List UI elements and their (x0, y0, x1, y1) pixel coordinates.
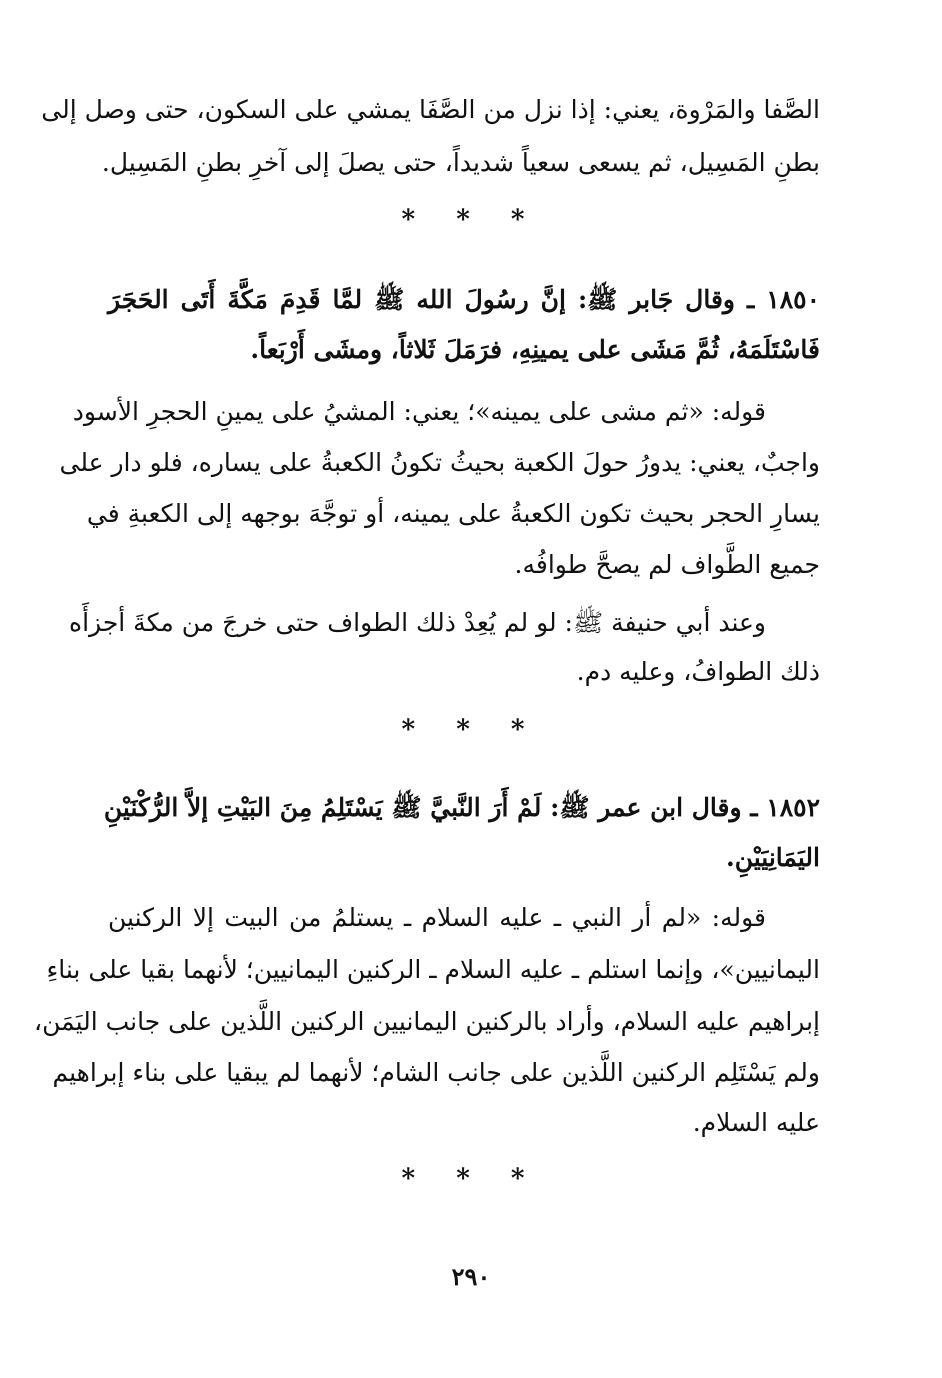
page-number: ٢٩٠ (451, 1262, 491, 1291)
commentary-text: قوله: «ثم مشى على يمينه»؛ يعني: المشيُ على يمينِ الحجرِ الأسود (72, 397, 766, 426)
commentary-text: وعند أبي حنيفة ﷺ: لو لم يُعِدْ ذلك الطواف حتى خرجَ من مكةَ أجزأَه (69, 608, 766, 637)
section-separator: * * * (401, 1164, 541, 1194)
commentary-text: قوله: «لم أر النبي ـ عليه السلام ـ يستلمُ من البيت إلا الركنين (108, 903, 766, 932)
commentary-text: ذلك الطوافُ، وعليه دم. (576, 657, 820, 686)
hadith-1850-text: فَاسْتَلَمَهُ، ثُمَّ مَشَى على يمينِهِ، فرَمَلَ ثَلاثاً، ومشَى أَرْبَعاً. (250, 335, 820, 364)
hadith-1852-text: اليَمَانِيَيْنِ. (726, 843, 820, 872)
section-separator: * * * (401, 205, 541, 235)
commentary-text: ولم يَسْتَلِم الركنين اللَّذين على جانب الشام؛ لأنهما لم يبقيا على بناء إبراهيم (52, 1058, 820, 1087)
commentary-text: اليمانيين»، وإنما استلم ـ عليه السلام ـ الركنين اليمانيين؛ لأنهما بقيا على بناءِ (46, 955, 820, 984)
commentary-text: يسارِ الحجر بحيث تكون الكعبةُ على يمينه، أو توجَّهَ بوجهه إلى الكعبةِ في (86, 499, 820, 528)
section-separator: * * * (401, 715, 541, 745)
commentary-text: واجبٌ، يعني: يدورُ حولَ الكعبة بحيثُ تكونُ الكعبةُ على يساره، فلو دار على (59, 448, 820, 477)
text-line: بطنِ المَسِيل، ثم يسعى سعياً شديداً، حتى يصلَ إلى آخرِ بطنِ المَسِيل. (101, 148, 820, 177)
commentary-text: جميع الطَّواف لم يصحَّ طوافُه. (514, 550, 820, 579)
hadith-1852-text: ١٨٥٢ ـ وقال ابن عمر ﷺ: لَمْ أَرَ النَّبيَّ ﷺ يَسْتَلِمُ مِنَ البَيْتِ إلاَّ الرُّكْنَيْنِ (103, 793, 820, 822)
commentary-text: إبراهيم عليه السلام، وأراد بالركنين اليمانيين الركنين اللَّذين على جانب اليَمَن، (34, 1007, 820, 1036)
hadith-1850-text: ١٨٥٠ ـ وقال جَابر ﷺ: إنَّ رسُولَ الله ﷺ لمَّا قَدِمَ مَكَّةَ أَتَى الحَجَرَ (108, 285, 820, 314)
commentary-text: عليه السلام. (692, 1108, 820, 1137)
text-line: الصَّفا والمَرْوة، يعني: إذا نزل من الصَّفَا يمشي على السكون، حتى وصل إلى (41, 95, 820, 124)
